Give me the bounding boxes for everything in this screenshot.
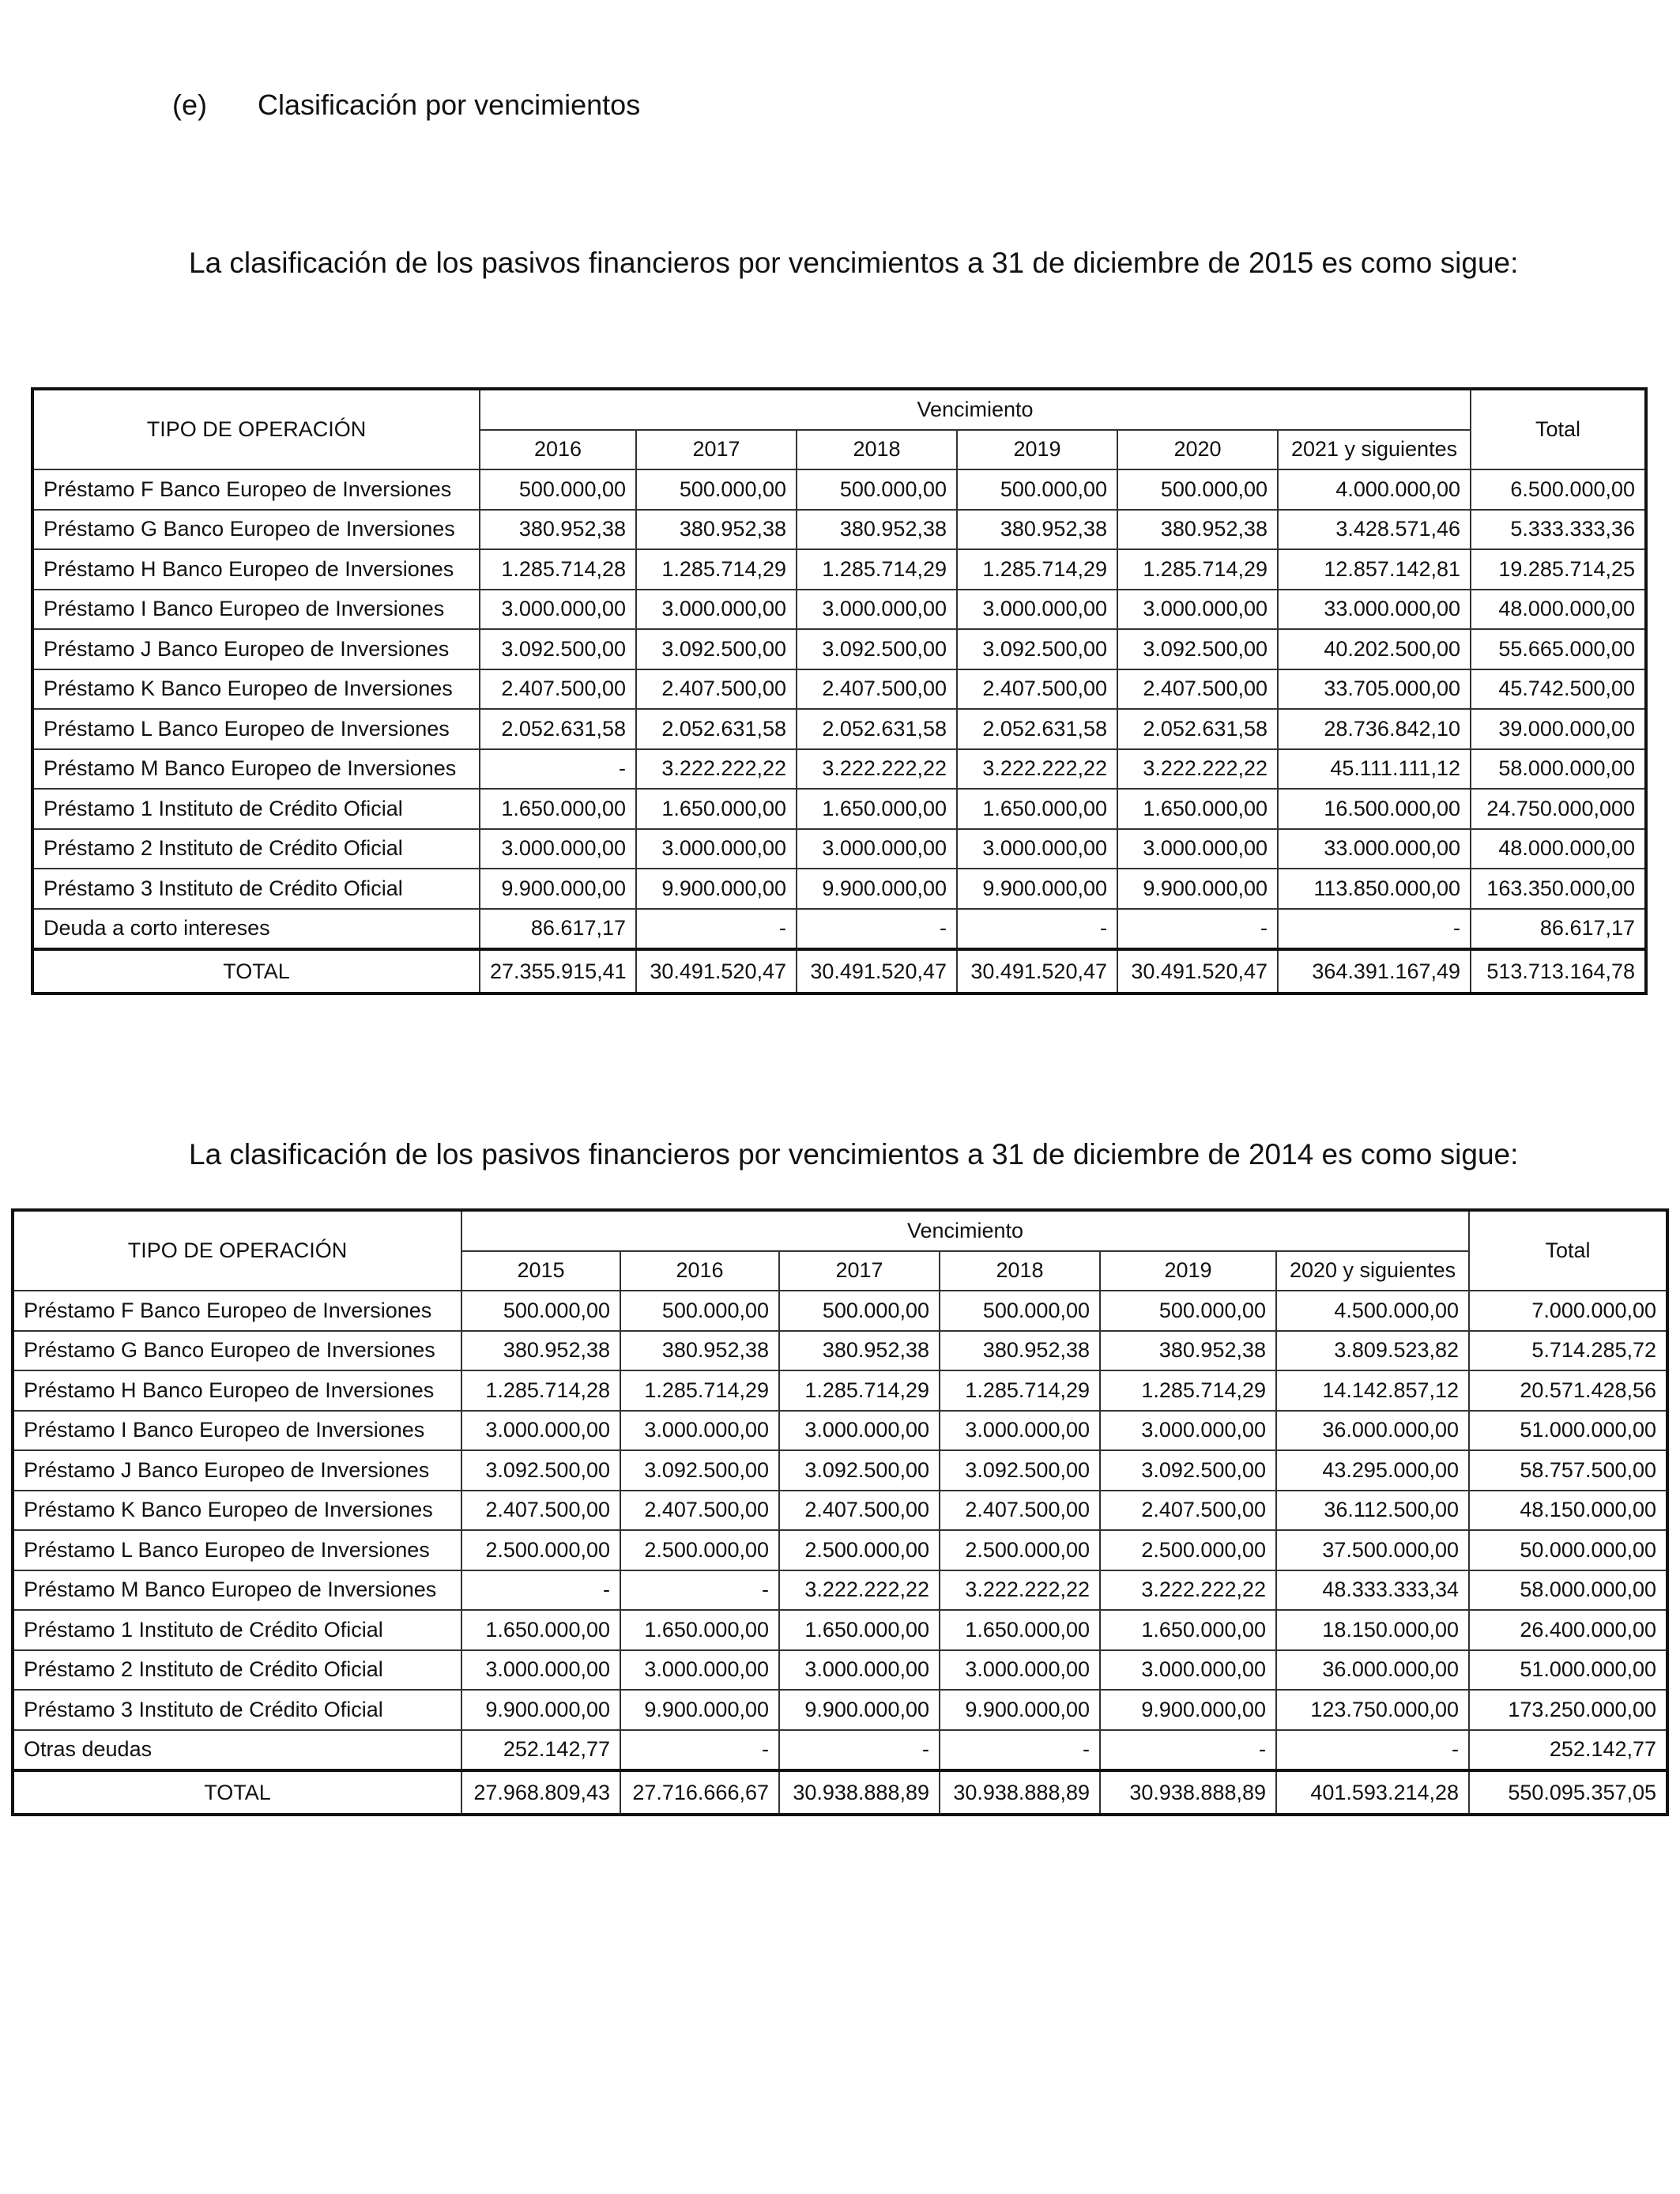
row-value: 3.000.000,00 <box>779 1411 940 1451</box>
row-value: 3.000.000,00 <box>797 829 957 869</box>
row-label: Préstamo G Banco Europeo de Inversiones <box>32 510 480 550</box>
row-value: 1.285.714,29 <box>797 549 957 590</box>
table-row <box>13 1530 1667 1570</box>
total-row <box>32 949 1646 993</box>
row-value: 3.000.000,00 <box>1117 829 1278 869</box>
row-value: 1.285.714,29 <box>957 549 1117 590</box>
row-total-value: 173.250.000,00 <box>1469 1690 1667 1730</box>
row-value: 500.000,00 <box>797 469 957 510</box>
row-total-value: 51.000.000,00 <box>1469 1650 1667 1691</box>
row-value: 36.000.000,00 <box>1276 1650 1469 1691</box>
row-total-value: 58.757.500,00 <box>1469 1450 1667 1491</box>
table-row <box>32 709 1646 749</box>
row-value: 2.052.631,58 <box>1117 709 1278 749</box>
row-value: 380.952,38 <box>1100 1331 1276 1371</box>
header-vencimiento: Vencimiento <box>480 389 1471 430</box>
row-value: 3.222.222,22 <box>636 749 797 790</box>
row-label: Préstamo K Banco Europeo de Inversiones <box>13 1491 461 1531</box>
row-value: 3.000.000,00 <box>797 590 957 630</box>
row-total-value: 48.000.000,00 <box>1471 590 1646 630</box>
row-value: - <box>957 909 1117 950</box>
row-value: 500.000,00 <box>1100 1291 1276 1331</box>
row-value: 1.650.000,00 <box>957 789 1117 829</box>
row-value: 500.000,00 <box>636 469 797 510</box>
header-year: 2018 <box>797 430 957 470</box>
intro-2014: La clasificación de los pasivos financieros por vencimientos a 31 de diciembre de 2014 es como sigue: <box>189 1138 1519 1171</box>
header-year: 2018 <box>940 1251 1100 1291</box>
row-value: 1.650.000,00 <box>1100 1610 1276 1650</box>
table-row <box>13 1610 1667 1650</box>
header-year: 2019 <box>957 430 1117 470</box>
row-value: 3.809.523,82 <box>1276 1331 1469 1371</box>
row-value: 380.952,38 <box>620 1331 779 1371</box>
row-label: Préstamo F Banco Europeo de Inversiones <box>32 469 480 510</box>
row-value: 3.000.000,00 <box>461 1411 620 1451</box>
row-total-value: 48.000.000,00 <box>1471 829 1646 869</box>
row-label: Préstamo J Banco Europeo de Inversiones <box>32 629 480 669</box>
header-total: Total <box>1469 1210 1667 1291</box>
header-year: 2017 <box>636 430 797 470</box>
table-row <box>32 749 1646 790</box>
row-value: 3.092.500,00 <box>461 1450 620 1491</box>
row-total-value: 39.000.000,00 <box>1471 709 1646 749</box>
row-value: 36.112.500,00 <box>1276 1491 1469 1531</box>
row-value: 380.952,38 <box>940 1331 1100 1371</box>
row-total-value: 26.400.000,00 <box>1469 1610 1667 1650</box>
row-value: 1.650.000,00 <box>1117 789 1278 829</box>
row-value: 30.938.888,89 <box>1100 1770 1276 1815</box>
row-value: 500.000,00 <box>957 469 1117 510</box>
row-value: 380.952,38 <box>461 1331 620 1371</box>
table-row <box>13 1370 1667 1411</box>
row-value: 2.407.500,00 <box>480 669 636 710</box>
row-total-value: 55.665.000,00 <box>1471 629 1646 669</box>
row-label: Préstamo J Banco Europeo de Inversiones <box>13 1450 461 1491</box>
row-value: 3.000.000,00 <box>940 1650 1100 1691</box>
row-value: 401.593.214,28 <box>1276 1770 1469 1815</box>
row-value: 364.391.167,49 <box>1278 949 1471 993</box>
row-value: 3.092.500,00 <box>797 629 957 669</box>
row-value: 16.500.000,00 <box>1278 789 1471 829</box>
row-value: 3.428.571,46 <box>1278 510 1471 550</box>
table-row <box>13 1291 1667 1331</box>
row-value: 2.407.500,00 <box>1100 1491 1276 1531</box>
row-value: 3.092.500,00 <box>620 1450 779 1491</box>
row-value: 9.900.000,00 <box>480 869 636 909</box>
header-year: 2019 <box>1100 1251 1276 1291</box>
row-label: Préstamo I Banco Europeo de Inversiones <box>13 1411 461 1451</box>
row-value: - <box>620 1730 779 1771</box>
row-value: 2.500.000,00 <box>461 1530 620 1570</box>
header-total: Total <box>1471 389 1646 469</box>
row-value: 9.900.000,00 <box>779 1690 940 1730</box>
row-value: 3.222.222,22 <box>940 1570 1100 1611</box>
row-value: 1.285.714,28 <box>480 549 636 590</box>
row-value: 27.355.915,41 <box>480 949 636 993</box>
maturity-table-2014 <box>11 1208 1669 1816</box>
row-label: Préstamo 3 Instituto de Crédito Oficial <box>32 869 480 909</box>
row-total-value: 58.000.000,00 <box>1469 1570 1667 1611</box>
row-value: 1.285.714,28 <box>461 1370 620 1411</box>
row-value: 40.202.500,00 <box>1278 629 1471 669</box>
intro-2015: La clasificación de los pasivos financieros por vencimientos a 31 de diciembre de 2015 es como sigue: <box>189 247 1519 279</box>
row-value: 1.650.000,00 <box>620 1610 779 1650</box>
row-value: 3.092.500,00 <box>480 629 636 669</box>
row-total-value: 51.000.000,00 <box>1469 1411 1667 1451</box>
row-value: 380.952,38 <box>1117 510 1278 550</box>
row-value: 9.900.000,00 <box>620 1690 779 1730</box>
row-total-value: 58.000.000,00 <box>1471 749 1646 790</box>
row-value: 2.407.500,00 <box>636 669 797 710</box>
row-value: - <box>461 1570 620 1611</box>
row-label: Préstamo L Banco Europeo de Inversiones <box>32 709 480 749</box>
row-value: 48.333.333,34 <box>1276 1570 1469 1611</box>
table-row <box>32 909 1646 950</box>
row-label: Otras deudas <box>13 1730 461 1771</box>
table-row <box>32 869 1646 909</box>
row-value: 27.716.666,67 <box>620 1770 779 1815</box>
row-value: 3.000.000,00 <box>480 590 636 630</box>
row-value: 28.736.842,10 <box>1278 709 1471 749</box>
table-row <box>13 1450 1667 1491</box>
row-total-value: 48.150.000,00 <box>1469 1491 1667 1531</box>
row-value: - <box>1117 909 1278 950</box>
row-value: 380.952,38 <box>480 510 636 550</box>
row-value: 3.000.000,00 <box>461 1650 620 1691</box>
row-value: 2.500.000,00 <box>620 1530 779 1570</box>
row-value: 33.705.000,00 <box>1278 669 1471 710</box>
row-label: Préstamo 2 Instituto de Crédito Oficial <box>32 829 480 869</box>
row-value: - <box>940 1730 1100 1771</box>
table-row <box>32 469 1646 510</box>
row-value: 4.000.000,00 <box>1278 469 1471 510</box>
row-label: Préstamo L Banco Europeo de Inversiones <box>13 1530 461 1570</box>
row-value: 500.000,00 <box>1117 469 1278 510</box>
row-total-value: 5.714.285,72 <box>1469 1331 1667 1371</box>
row-value: 3.000.000,00 <box>957 829 1117 869</box>
row-value: 18.150.000,00 <box>1276 1610 1469 1650</box>
total-row <box>13 1770 1667 1815</box>
row-value: 3.000.000,00 <box>480 829 636 869</box>
row-value: 36.000.000,00 <box>1276 1411 1469 1451</box>
row-value: 1.285.714,29 <box>636 549 797 590</box>
row-value: - <box>620 1570 779 1611</box>
row-total-value: 19.285.714,25 <box>1471 549 1646 590</box>
row-value: 3.000.000,00 <box>620 1650 779 1691</box>
header-year: 2015 <box>461 1251 620 1291</box>
row-value: 14.142.857,12 <box>1276 1370 1469 1411</box>
row-value: 2.407.500,00 <box>779 1491 940 1531</box>
row-value: 2.407.500,00 <box>940 1491 1100 1531</box>
row-value: 3.222.222,22 <box>1117 749 1278 790</box>
row-label: Préstamo 3 Instituto de Crédito Oficial <box>13 1690 461 1730</box>
row-value: 1.285.714,29 <box>1100 1370 1276 1411</box>
row-label: Préstamo K Banco Europeo de Inversiones <box>32 669 480 710</box>
header-tipo-operacion: TIPO DE OPERACIÓN <box>13 1210 461 1291</box>
row-value: 3.000.000,00 <box>957 590 1117 630</box>
row-label: Préstamo F Banco Europeo de Inversiones <box>13 1291 461 1331</box>
row-value: - <box>779 1730 940 1771</box>
row-value: 3.222.222,22 <box>957 749 1117 790</box>
row-value: - <box>636 909 797 950</box>
row-value: 2.500.000,00 <box>1100 1530 1276 1570</box>
maturity-table-2015 <box>31 387 1648 995</box>
row-value: 3.092.500,00 <box>1100 1450 1276 1491</box>
row-value: 2.407.500,00 <box>957 669 1117 710</box>
row-value: 9.900.000,00 <box>940 1690 1100 1730</box>
row-value: 3.222.222,22 <box>797 749 957 790</box>
row-value: 3.092.500,00 <box>1117 629 1278 669</box>
row-value: 3.092.500,00 <box>940 1450 1100 1491</box>
row-value: 37.500.000,00 <box>1276 1530 1469 1570</box>
row-value: 123.750.000,00 <box>1276 1690 1469 1730</box>
row-value: 1.650.000,00 <box>461 1610 620 1650</box>
row-label: Préstamo H Banco Europeo de Inversiones <box>13 1370 461 1411</box>
row-value: 45.111.111,12 <box>1278 749 1471 790</box>
table-row <box>13 1730 1667 1771</box>
row-value: - <box>1100 1730 1276 1771</box>
row-value: 33.000.000,00 <box>1278 829 1471 869</box>
header-year: 2016 <box>620 1251 779 1291</box>
section-heading <box>172 89 640 122</box>
row-value: 2.052.631,58 <box>957 709 1117 749</box>
row-value: 500.000,00 <box>940 1291 1100 1331</box>
row-value: 3.092.500,00 <box>636 629 797 669</box>
table-row <box>32 510 1646 550</box>
row-value: 3.000.000,00 <box>636 590 797 630</box>
row-value: 9.900.000,00 <box>1117 869 1278 909</box>
row-value: 2.407.500,00 <box>797 669 957 710</box>
table-row <box>32 629 1646 669</box>
header-year: 2017 <box>779 1251 940 1291</box>
table-row <box>13 1690 1667 1730</box>
row-label: Deuda a corto intereses <box>32 909 480 950</box>
header-tipo-operacion: TIPO DE OPERACIÓN <box>32 389 480 469</box>
table-row <box>32 669 1646 710</box>
row-value: 30.938.888,89 <box>940 1770 1100 1815</box>
row-value: 2.500.000,00 <box>779 1530 940 1570</box>
row-total-value: 86.617,17 <box>1471 909 1646 950</box>
row-label: Préstamo 1 Instituto de Crédito Oficial <box>32 789 480 829</box>
row-value: 43.295.000,00 <box>1276 1450 1469 1491</box>
row-value: 9.900.000,00 <box>1100 1690 1276 1730</box>
row-value: 380.952,38 <box>797 510 957 550</box>
table-row <box>13 1411 1667 1451</box>
row-value: 380.952,38 <box>957 510 1117 550</box>
table-row <box>13 1570 1667 1611</box>
row-value: 12.857.142,81 <box>1278 549 1471 590</box>
row-value: 33.000.000,00 <box>1278 590 1471 630</box>
row-value: 3.222.222,22 <box>779 1570 940 1611</box>
row-label: Préstamo M Banco Europeo de Inversiones <box>32 749 480 790</box>
row-value: 2.052.631,58 <box>797 709 957 749</box>
row-label: TOTAL <box>13 1770 461 1815</box>
header-vencimiento: Vencimiento <box>461 1210 1469 1251</box>
row-total-value: 50.000.000,00 <box>1469 1530 1667 1570</box>
row-value: 2.052.631,58 <box>480 709 636 749</box>
row-value: 9.900.000,00 <box>461 1690 620 1730</box>
row-total-value: 20.571.428,56 <box>1469 1370 1667 1411</box>
row-label: Préstamo 1 Instituto de Crédito Oficial <box>13 1610 461 1650</box>
header-year: 2020 y siguientes <box>1276 1251 1469 1291</box>
row-value: 3.092.500,00 <box>779 1450 940 1491</box>
row-value: 30.938.888,89 <box>779 1770 940 1815</box>
row-value: 1.650.000,00 <box>940 1610 1100 1650</box>
row-value: 3.000.000,00 <box>1117 590 1278 630</box>
row-total-value: 252.142,77 <box>1469 1730 1667 1771</box>
row-label: Préstamo H Banco Europeo de Inversiones <box>32 549 480 590</box>
row-value: 27.968.809,43 <box>461 1770 620 1815</box>
row-total-value: 6.500.000,00 <box>1471 469 1646 510</box>
header-year: 2020 <box>1117 430 1278 470</box>
row-value: 500.000,00 <box>620 1291 779 1331</box>
row-label: TOTAL <box>32 949 480 993</box>
row-value: 3.000.000,00 <box>1100 1411 1276 1451</box>
row-value: 500.000,00 <box>779 1291 940 1331</box>
row-value: 2.500.000,00 <box>940 1530 1100 1570</box>
row-total-value: 7.000.000,00 <box>1469 1291 1667 1331</box>
row-total-value: 5.333.333,36 <box>1471 510 1646 550</box>
row-value: 1.285.714,29 <box>620 1370 779 1411</box>
table-row <box>13 1491 1667 1531</box>
row-value: 3.092.500,00 <box>957 629 1117 669</box>
row-value: 9.900.000,00 <box>957 869 1117 909</box>
row-value: 1.650.000,00 <box>480 789 636 829</box>
header-year: 2021 y siguientes <box>1278 430 1471 470</box>
row-value: 4.500.000,00 <box>1276 1291 1469 1331</box>
row-value: 252.142,77 <box>461 1730 620 1771</box>
row-label: Préstamo 2 Instituto de Crédito Oficial <box>13 1650 461 1691</box>
row-value: 30.491.520,47 <box>797 949 957 993</box>
table-row <box>32 829 1646 869</box>
row-value: 1.650.000,00 <box>636 789 797 829</box>
row-value: 3.000.000,00 <box>620 1411 779 1451</box>
row-value: 2.407.500,00 <box>1117 669 1278 710</box>
row-value: 86.617,17 <box>480 909 636 950</box>
row-value: 2.407.500,00 <box>461 1491 620 1531</box>
row-value: 30.491.520,47 <box>1117 949 1278 993</box>
header-year: 2016 <box>480 430 636 470</box>
row-total-value: 45.742.500,00 <box>1471 669 1646 710</box>
section-title: Clasificación por vencimientos <box>258 89 641 121</box>
table-row <box>13 1650 1667 1691</box>
row-value: 9.900.000,00 <box>797 869 957 909</box>
row-total-value: 163.350.000,00 <box>1471 869 1646 909</box>
row-value: 380.952,38 <box>779 1331 940 1371</box>
row-value: 30.491.520,47 <box>636 949 797 993</box>
row-value: 3.000.000,00 <box>1100 1650 1276 1691</box>
row-label: Préstamo G Banco Europeo de Inversiones <box>13 1331 461 1371</box>
row-value: 1.285.714,29 <box>779 1370 940 1411</box>
row-value: - <box>480 749 636 790</box>
row-total-value: 550.095.357,05 <box>1469 1770 1667 1815</box>
row-value: 3.000.000,00 <box>636 829 797 869</box>
row-value: 3.000.000,00 <box>940 1411 1100 1451</box>
row-value: 3.000.000,00 <box>779 1650 940 1691</box>
row-value: 1.650.000,00 <box>779 1610 940 1650</box>
row-value: 1.650.000,00 <box>797 789 957 829</box>
table-row <box>13 1331 1667 1371</box>
row-value: - <box>1278 909 1471 950</box>
row-value: 2.052.631,58 <box>636 709 797 749</box>
row-value: - <box>1276 1730 1469 1771</box>
row-label: Préstamo M Banco Europeo de Inversiones <box>13 1570 461 1611</box>
row-value: - <box>797 909 957 950</box>
row-value: 1.285.714,29 <box>1117 549 1278 590</box>
row-value: 380.952,38 <box>636 510 797 550</box>
table-row <box>32 789 1646 829</box>
row-value: 30.491.520,47 <box>957 949 1117 993</box>
row-value: 2.407.500,00 <box>620 1491 779 1531</box>
row-value: 500.000,00 <box>480 469 636 510</box>
row-value: 500.000,00 <box>461 1291 620 1331</box>
row-total-value: 24.750.000,000 <box>1471 789 1646 829</box>
section-number: (e) <box>172 89 207 121</box>
row-value: 9.900.000,00 <box>636 869 797 909</box>
row-value: 113.850.000,00 <box>1278 869 1471 909</box>
table-row <box>32 590 1646 630</box>
row-value: 3.222.222,22 <box>1100 1570 1276 1611</box>
row-label: Préstamo I Banco Europeo de Inversiones <box>32 590 480 630</box>
table-row <box>32 549 1646 590</box>
row-value: 1.285.714,29 <box>940 1370 1100 1411</box>
row-total-value: 513.713.164,78 <box>1471 949 1646 993</box>
